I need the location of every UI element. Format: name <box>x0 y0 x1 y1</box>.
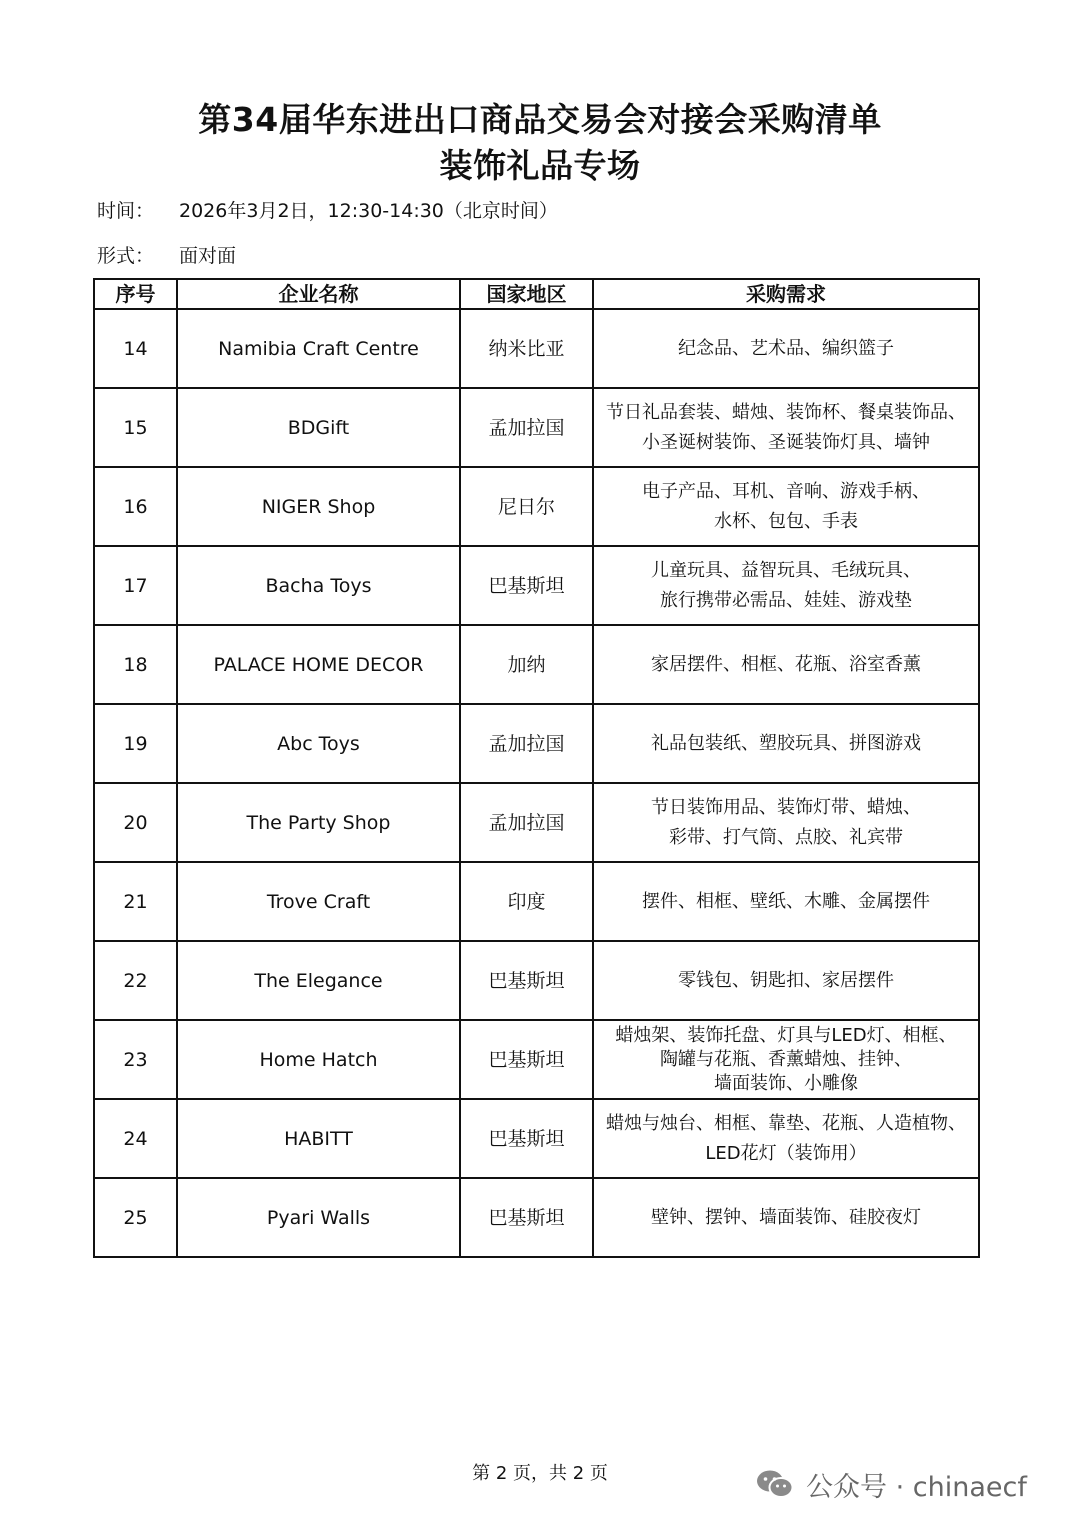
demand-line: 摆件、相框、壁纸、木雕、金属摆件 <box>642 890 930 912</box>
table-row <box>94 546 979 625</box>
row-country: 孟加拉国 <box>460 388 593 467</box>
demand-line: 彩带、打气筒、点胶、礼宾带 <box>669 826 903 848</box>
header-country: 国家地区 <box>460 279 593 309</box>
row-company-name: BDGift <box>177 388 460 467</box>
header-company-name: 企业名称 <box>177 279 460 309</box>
row-country: 纳米比亚 <box>460 309 593 388</box>
form-row <box>97 243 236 269</box>
document-subtitle: 装饰礼品专场 <box>439 146 641 185</box>
row-no: 17 <box>94 546 177 625</box>
watermark <box>756 1466 1027 1502</box>
demand-line: 陶罐与花瓶、香薰蜡烛、挂钟、 <box>660 1048 912 1070</box>
demand-line: 节日装饰用品、装饰灯带、蜡烛、 <box>651 796 921 818</box>
form-value: 面对面 <box>179 245 237 267</box>
demand-line: LED花灯（装饰用） <box>705 1142 867 1164</box>
row-country: 巴基斯坦 <box>460 1099 593 1178</box>
row-demand <box>593 704 979 783</box>
row-country: 巴基斯坦 <box>460 941 593 1020</box>
row-no: 15 <box>94 388 177 467</box>
procurement-table <box>93 278 980 1258</box>
table-row <box>94 704 979 783</box>
demand-line: 家居摆件、相框、花瓶、浴室香薰 <box>651 653 921 675</box>
demand-line: 墙面装饰、小雕像 <box>714 1072 858 1094</box>
row-country: 孟加拉国 <box>460 783 593 862</box>
form-label: 形式： <box>97 245 155 267</box>
table-body <box>94 309 979 1257</box>
row-company-name: Trove Craft <box>177 862 460 941</box>
row-company-name: Pyari Walls <box>177 1178 460 1257</box>
table-row <box>94 625 979 704</box>
demand-line: 壁钟、摆钟、墙面装饰、硅胶夜灯 <box>651 1206 921 1228</box>
table-row <box>94 783 979 862</box>
row-demand <box>593 1020 979 1099</box>
demand-line: 零钱包、钥匙扣、家居摆件 <box>678 969 894 991</box>
demand-line: 电子产品、耳机、音响、游戏手柄、 <box>642 480 930 502</box>
row-company-name: Namibia Craft Centre <box>177 309 460 388</box>
row-company-name: Bacha Toys <box>177 546 460 625</box>
table-row <box>94 941 979 1020</box>
wechat-icon <box>756 1469 794 1499</box>
time-value: 2026年3月2日，12:30-14:30（北京时间） <box>179 200 558 222</box>
row-company-name: The Elegance <box>177 941 460 1020</box>
document-title: 第34届华东进出口商品交易会对接会采购清单 <box>198 100 882 139</box>
table-row <box>94 1020 979 1099</box>
table-header-row <box>94 279 979 309</box>
demand-line: 旅行携带必需品、娃娃、游戏垫 <box>660 589 912 611</box>
row-company-name: NIGER Shop <box>177 467 460 546</box>
row-country: 孟加拉国 <box>460 704 593 783</box>
row-no: 16 <box>94 467 177 546</box>
row-demand <box>593 309 979 388</box>
row-no: 23 <box>94 1020 177 1099</box>
row-country: 巴基斯坦 <box>460 1178 593 1257</box>
row-country: 尼日尔 <box>460 467 593 546</box>
table-row <box>94 467 979 546</box>
row-company-name: HABITT <box>177 1099 460 1178</box>
row-country: 巴基斯坦 <box>460 1020 593 1099</box>
row-no: 24 <box>94 1099 177 1178</box>
watermark-text: 公众号 · chinaecf <box>806 1471 1027 1503</box>
row-demand <box>593 862 979 941</box>
row-demand <box>593 546 979 625</box>
row-demand <box>593 941 979 1020</box>
row-demand <box>593 1178 979 1257</box>
row-no: 18 <box>94 625 177 704</box>
table-row <box>94 1178 979 1257</box>
row-no: 14 <box>94 309 177 388</box>
table-row <box>94 1099 979 1178</box>
row-company-name: The Party Shop <box>177 783 460 862</box>
page-number: 第 2 页，共 2 页 <box>472 1463 608 1484</box>
row-no: 25 <box>94 1178 177 1257</box>
demand-line: 水杯、包包、手表 <box>714 510 858 532</box>
demand-line: 礼品包装纸、塑胶玩具、拼图游戏 <box>651 732 921 754</box>
row-no: 22 <box>94 941 177 1020</box>
row-company-name: Abc Toys <box>177 704 460 783</box>
row-no: 20 <box>94 783 177 862</box>
row-company-name: Home Hatch <box>177 1020 460 1099</box>
row-company-name: PALACE HOME DECOR <box>177 625 460 704</box>
row-country: 巴基斯坦 <box>460 546 593 625</box>
demand-line: 纪念品、艺术品、编织篮子 <box>678 337 894 359</box>
table-row <box>94 862 979 941</box>
demand-line: 节日礼品套装、蜡烛、装饰杯、餐桌装饰品、 <box>606 401 966 423</box>
time-label: 时间： <box>97 200 155 222</box>
demand-line: 儿童玩具、益智玩具、毛绒玩具、 <box>651 559 921 581</box>
row-demand <box>593 467 979 546</box>
row-demand <box>593 783 979 862</box>
demand-line: 蜡烛与烛台、相框、靠垫、花瓶、人造植物、 <box>606 1112 966 1134</box>
row-no: 19 <box>94 704 177 783</box>
row-country: 加纳 <box>460 625 593 704</box>
header-no: 序号 <box>94 279 177 309</box>
time-row <box>97 198 558 224</box>
header-demand: 采购需求 <box>593 279 979 309</box>
row-country: 印度 <box>460 862 593 941</box>
demand-line: 蜡烛架、装饰托盘、灯具与LED灯、相框、 <box>615 1024 957 1046</box>
row-demand <box>593 625 979 704</box>
demand-line: 小圣诞树装饰、圣诞装饰灯具、墙钟 <box>642 431 930 453</box>
table-row <box>94 388 979 467</box>
table-row <box>94 309 979 388</box>
row-demand <box>593 1099 979 1178</box>
row-demand <box>593 388 979 467</box>
row-no: 21 <box>94 862 177 941</box>
